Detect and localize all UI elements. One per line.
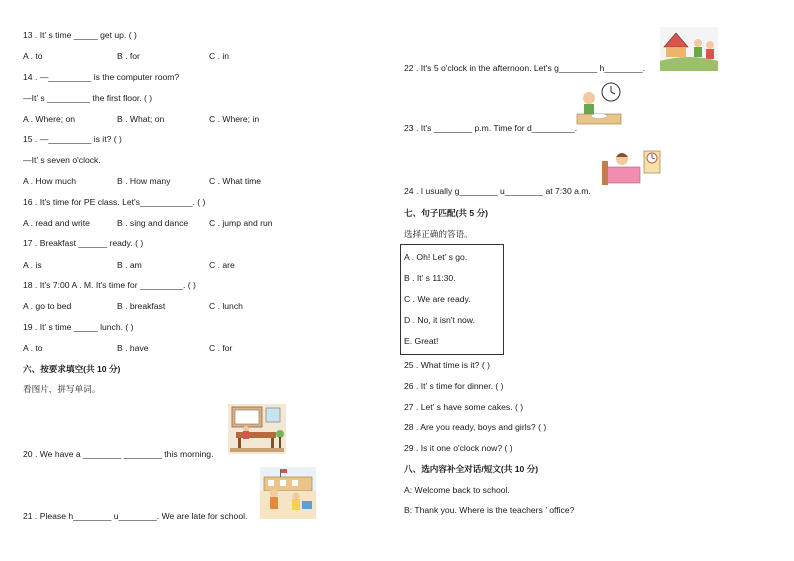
q14-stem: 14 . —_________ is the computer room?	[23, 72, 180, 82]
answer-a: A . Oh! Let’ s go.	[404, 252, 468, 262]
q14-stem2: —It’ s _________ the first floor. ( )	[23, 93, 153, 103]
q29-stem: 29 . Is it one o'clock now? ( )	[404, 443, 513, 453]
q26-stem: 26 . It’ s time for dinner. ( )	[404, 381, 504, 391]
q18-stem: 18 . It's 7:00 A . M. It's time for _________. ( )	[23, 280, 196, 290]
q19-option-a: A . to	[23, 343, 43, 353]
q15-stem2: —It’ s seven o'clock.	[23, 155, 101, 165]
q19-option-b: B . have	[117, 343, 149, 353]
q13-option-c: C . in	[209, 51, 230, 61]
children-picnic-picture	[660, 27, 718, 71]
q16-option-b: B . sing and dance	[117, 218, 189, 228]
q16-option-c: C . jump and run	[209, 218, 273, 228]
q19-option-c: C . for	[209, 343, 233, 353]
q15-option-b: B . How many	[117, 176, 171, 186]
q18-option-c: C . lunch	[209, 301, 243, 311]
q17-option-c: C . are	[209, 260, 235, 270]
section6-instruction: 看图片，拼写单词。	[23, 384, 101, 394]
q22-stem: 22 . It's 5 o'clock in the afternoon. Let's g________ h________.	[404, 63, 645, 73]
answer-e: E. Great!	[404, 336, 439, 346]
q24-stem: 24 . I usually g________ u________ at 7:30 a.m.	[404, 186, 591, 196]
q15-option-a: A . How much	[23, 176, 77, 186]
section8-title: 八、选内容补全对话/短文(共 10 分)	[404, 464, 539, 474]
q16-stem: 16 . It's time for PE class. Let's___________. ( )	[23, 197, 206, 207]
dialog-line-a: A: Welcome back to school.	[404, 485, 510, 495]
answer-d: D . No, it isn't now.	[404, 315, 475, 325]
q21-stem: 21 . Please h________ u________. We are late for school.	[23, 511, 248, 521]
q14-option-b: B . What; on	[117, 114, 165, 124]
q25-stem: 25 . What time is it? ( )	[404, 360, 490, 370]
section6-title: 六、按要求填空(共 10 分)	[23, 364, 121, 374]
q15-option-c: C . What time	[209, 176, 262, 186]
q13-stem: 13 . It’ s time _____ get up. ( )	[23, 30, 137, 40]
q23-stem: 23 . It's ________ p.m. Time for d_________.	[404, 123, 578, 133]
q18-option-a: A . go to bed	[23, 301, 72, 311]
q17-stem: 17 . Breakfast ______ ready. ( )	[23, 238, 144, 248]
q20-stem: 20 . We have a ________ ________ this morning.	[23, 449, 214, 459]
q17-option-b: B . am	[117, 260, 142, 270]
clock-dinner-picture	[575, 80, 625, 128]
q18-option-b: B . breakfast	[117, 301, 166, 311]
q19-stem: 19 . It’ s time _____ lunch. ( )	[23, 322, 134, 332]
q28-stem: 28 . Are you ready, boys and girls? ( )	[404, 422, 547, 432]
answer-c: C . We are ready.	[404, 294, 471, 304]
q14-option-c: C . Where; in	[209, 114, 260, 124]
children-walking-picture	[260, 467, 316, 519]
section7-instruction: 选择正确的答语。	[404, 229, 473, 239]
q27-stem: 27 . Let’ s have some cakes. ( )	[404, 402, 524, 412]
section7-title: 七、句子匹配(共 5 分)	[404, 208, 489, 218]
q13-option-b: B . for	[117, 51, 140, 61]
q16-option-a: A . read and write	[23, 218, 90, 228]
answer-b: B . It’ s 11:30.	[404, 273, 456, 283]
girl-waking-picture	[600, 143, 662, 193]
q17-option-a: A . is	[23, 260, 42, 270]
classroom-picture	[228, 404, 286, 454]
q14-option-a: A . Where; on	[23, 114, 76, 124]
dialog-line-b: B: Thank you. Where is the teachers ’ office?	[404, 505, 575, 515]
q15-stem: 15 . —_________ is it? ( )	[23, 134, 122, 144]
q13-option-a: A . to	[23, 51, 43, 61]
